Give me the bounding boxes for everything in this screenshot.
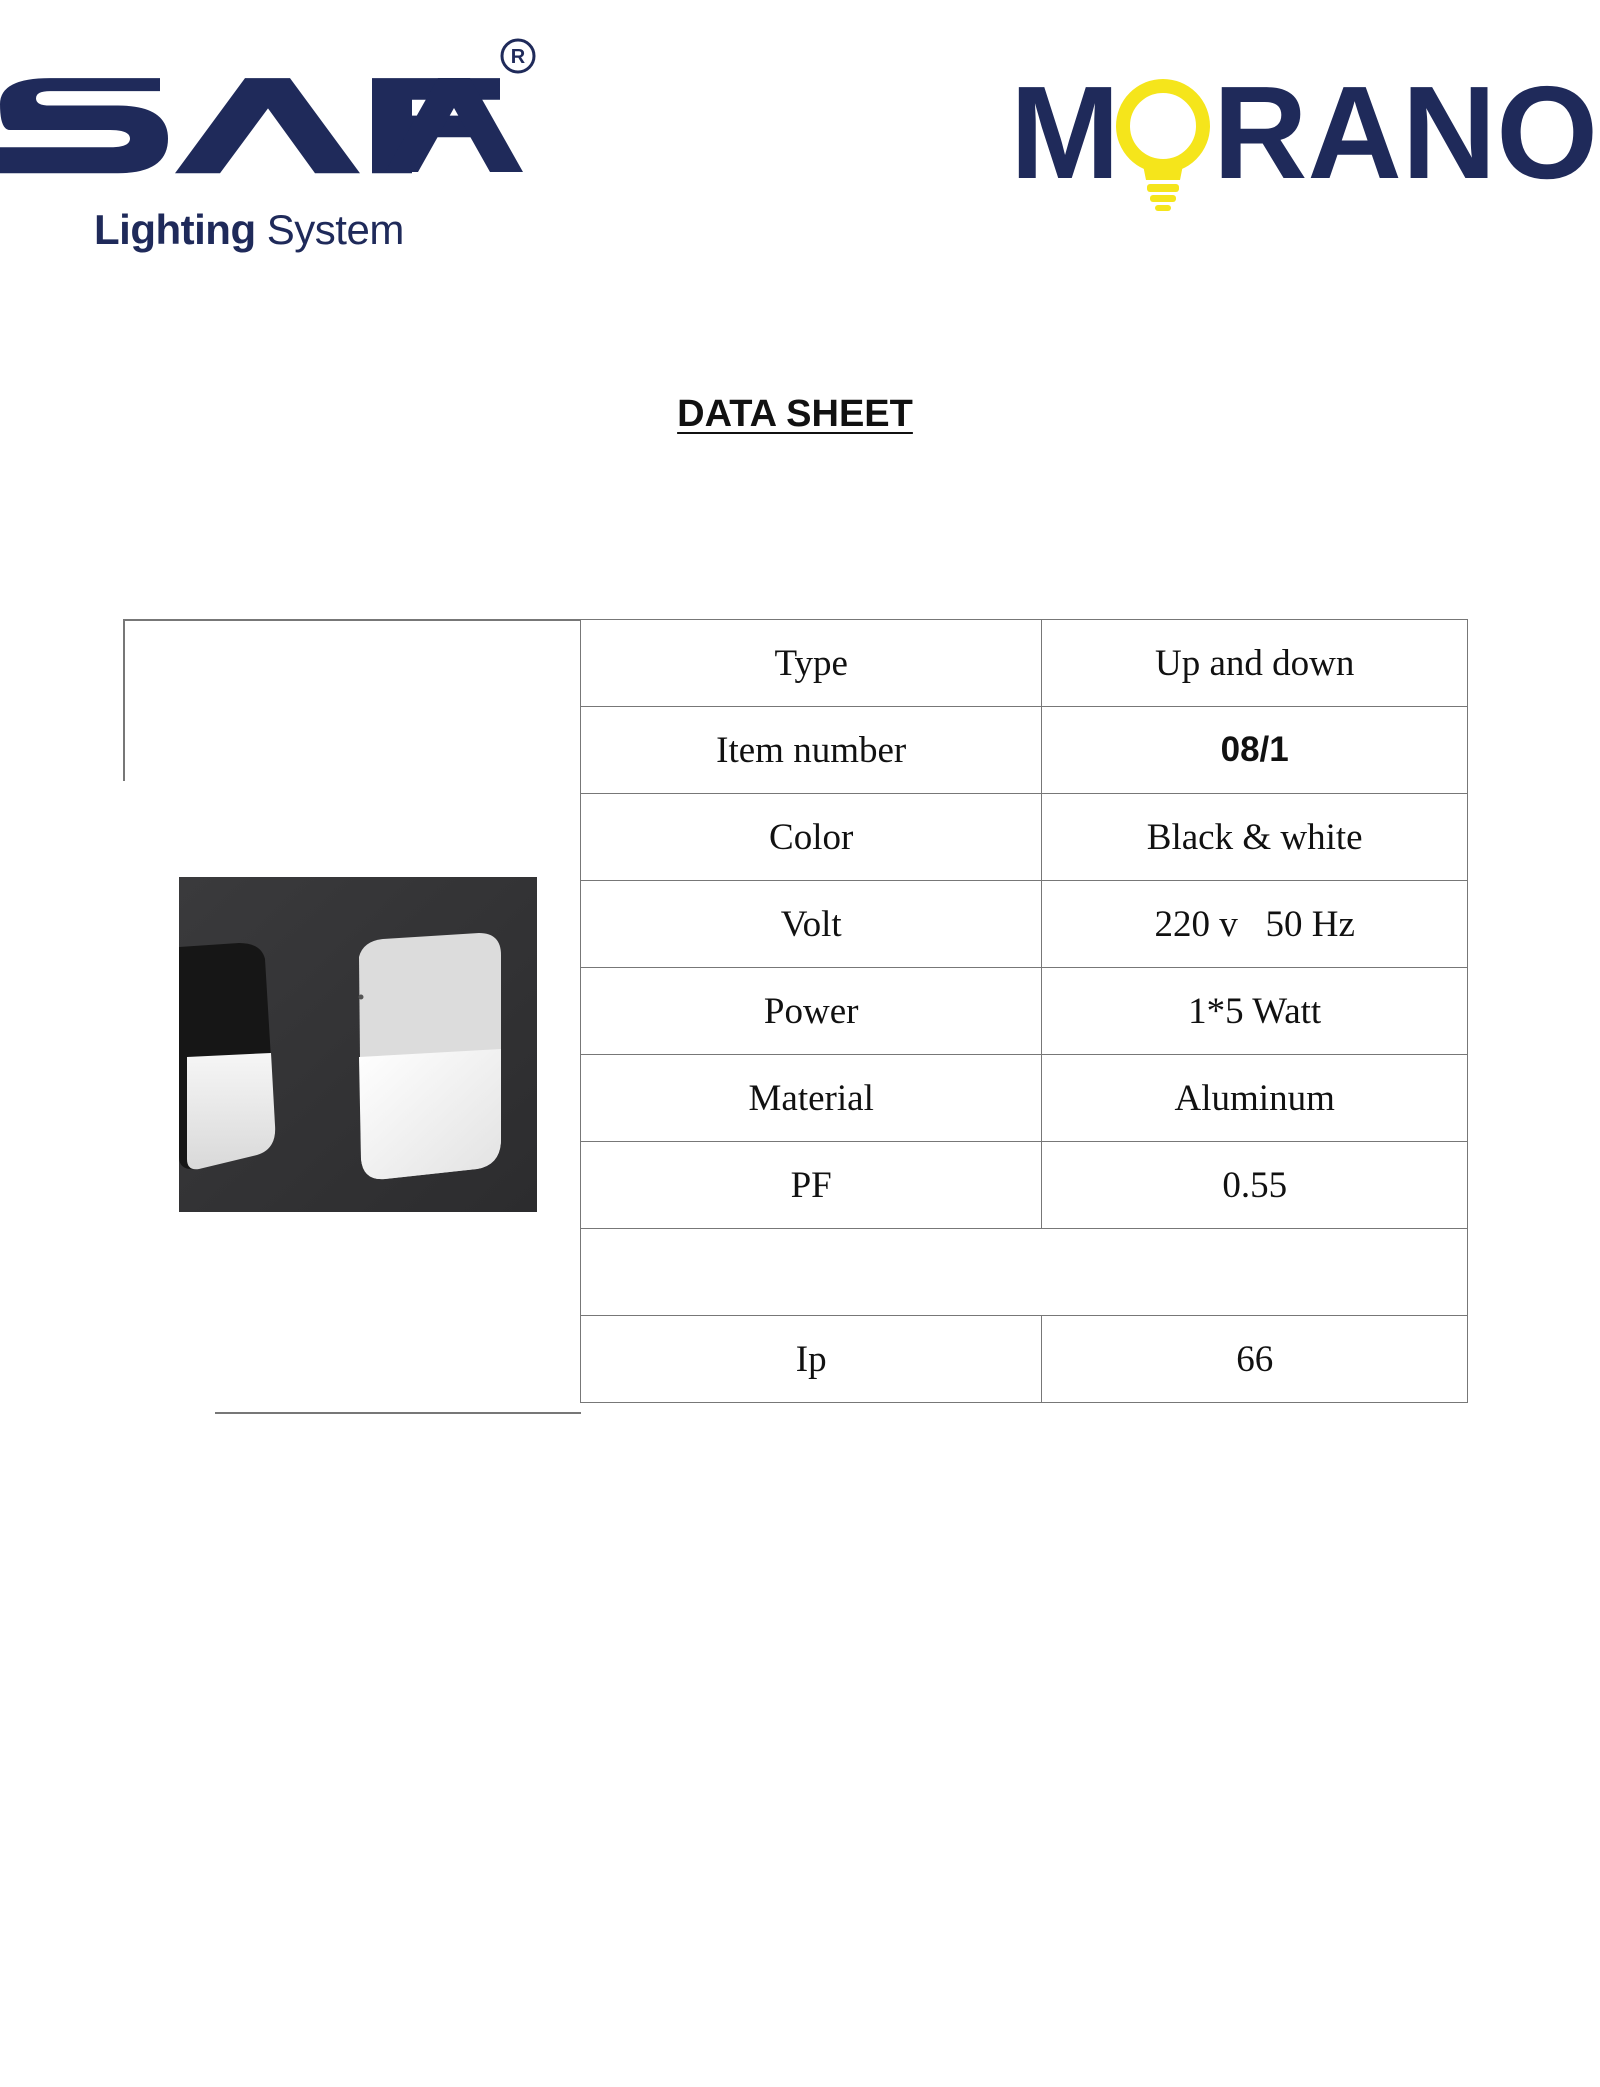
spec-label: Power [581,968,1042,1055]
spec-row-material [581,1055,1468,1142]
wall-lamp-photo-icon [179,877,537,1212]
spec-value: 1*5 Watt [1042,968,1468,1055]
spec-value: 0.55 [1042,1142,1468,1229]
spec-label: PF [581,1142,1042,1229]
spec-label: Type [581,620,1042,707]
registered-mark-icon [498,36,538,76]
spec-row-power [581,968,1468,1055]
bulb-icon [1123,86,1203,211]
spec-table [580,619,1468,1403]
safa-tagline-regular: System [255,206,404,253]
page-title: DATA SHEET [677,393,913,435]
spec-value: Aluminum [1042,1055,1468,1142]
spec-row-color [581,794,1468,881]
spec-row-volt [581,881,1468,968]
spec-label: Material [581,1055,1042,1142]
spec-value: 66 [1042,1316,1468,1403]
spec-row-item-number [581,707,1468,794]
spec-label: Color [581,794,1042,881]
safa-final-a-icon [0,30,560,210]
spec-label [581,1229,1042,1316]
spec-value: Black & white [1042,794,1468,881]
spec-value: Up and down [1042,620,1468,707]
svg-text:R: R [510,46,526,68]
safa-logo [0,30,560,253]
spec-row-empty [581,1229,1468,1316]
spec-value [1042,1229,1468,1316]
spec-label: Item number [581,707,1042,794]
table-outer-top-left [123,619,581,621]
svg-text:RANO: RANO [1213,60,1598,206]
morano-wordmark-icon [1010,60,1600,230]
safa-tagline [94,206,404,254]
spec-row-type [581,620,1468,707]
spec-label: Ip [581,1316,1042,1403]
spec-value: 220 v 50 Hz [1042,881,1468,968]
svg-text:M: M [1010,60,1120,206]
spec-label: Volt [581,881,1042,968]
safa-tagline-bold: Lighting [94,206,256,253]
spec-row-ip [581,1316,1468,1403]
product-image [179,877,537,1212]
spec-row-pf [581,1142,1468,1229]
spec-value: 08/1 [1042,707,1468,794]
table-outer-left [123,619,125,781]
morano-logo [1010,60,1600,230]
table-outer-bottom-left [215,1412,581,1414]
